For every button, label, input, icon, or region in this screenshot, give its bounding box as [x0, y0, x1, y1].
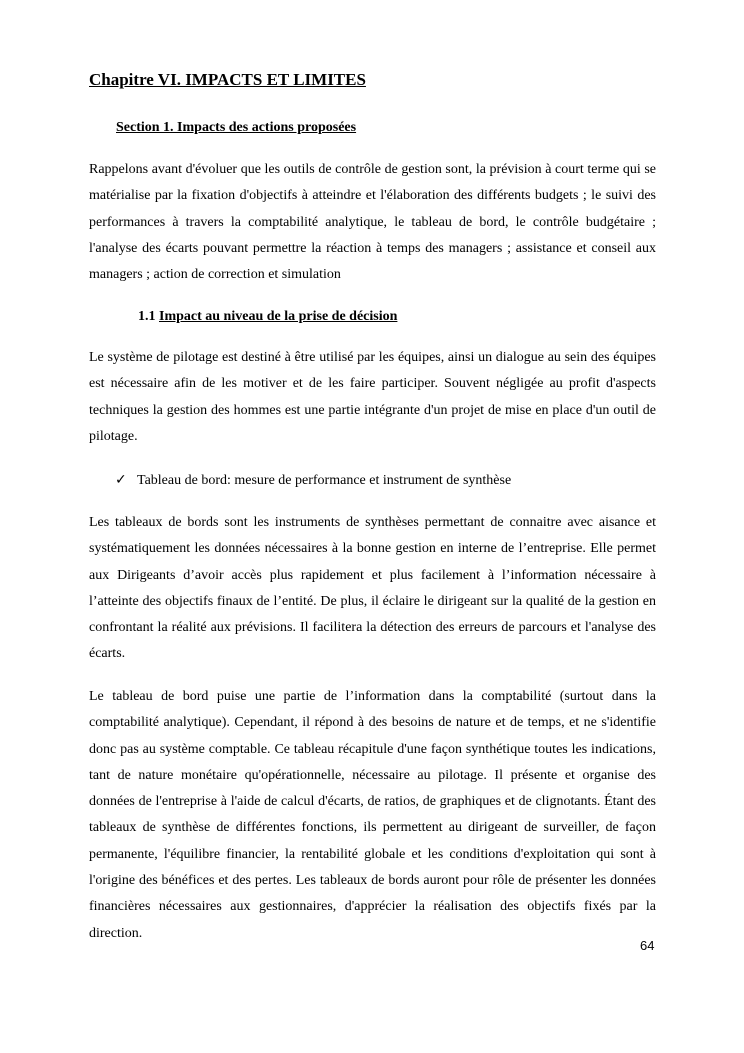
bullet-text: Tableau de bord: mesure de performance et instrument de synthèse: [137, 473, 512, 488]
paragraph-pilotage: Le système de pilotage est destiné à être utilisé par les équipes, ainsi un dialogue au sein des équipes est nécessaire afin de les motiver et de les faire participer. Souvent négligée au profit d'aspects techniques la gestion des hommes est une partie intégrante d'un projet de mise en place d'un outil de pilotage.: [89, 350, 656, 444]
subsection-title: Impact au niveau de la prise de décision: [159, 309, 398, 324]
subsection-heading: [138, 309, 397, 325]
section-heading: Section 1. Impacts des actions proposées: [116, 120, 357, 135]
paragraph-tableaux-de-bord: Les tableaux de bords sont les instruments de synthèses permettant de connaitre avec aisance et systématiquement les données nécessaires à la bonne gestion en interne de l’entreprise. Elle permet aux Dirigeants d’avoir accès plus rapidement et plus facilement à l’information nécessaire à l’atteinte des objectifs finaux de l’entité. De plus, il éclaire le dirigeant sur la qualité de la gestion en confrontant la réalité aux prévisions. Il facilitera la détection des erreurs de parcours et l'analyse des écarts.: [89, 515, 656, 662]
subsection-number: 1.1: [138, 309, 156, 324]
chapter-title: Chapitre VI. IMPACTS ET LIMITES: [89, 70, 366, 89]
check-icon: ✓: [115, 472, 127, 488]
bullet-item: [115, 472, 511, 489]
page-number: 64: [640, 938, 655, 953]
paragraph-intro: Rappelons avant d'évoluer que les outils de contrôle de gestion sont, la prévision à court terme qui se matérialise par la fixation d'objectifs à atteindre et l'élaboration des différents budgets ; le suivi des performances à travers la comptabilité analytique, le tableau de bord, le contrôle budgétaire ; l'analyse des écarts pouvant permettre la réaction à temps des managers ; assistance et conseil aux managers ; action de correction et simulation: [89, 162, 656, 283]
paragraph-information: Le tableau de bord puise une partie de l’information dans la comptabilité (surtout dans la comptabilité analytique). Cependant, il répond à des besoins de nature et de temps, et ne s'identifie donc pas au système comptable. Ce tableau récapitule d'une façon synthétique toutes les indications, tant de nature monétaire qu'opérationnelle, nécessaire au pilotage. Il présente et organise des données de l'entreprise à l'aide de calcul d'écarts, de ratios, de graphiques et de clignotants. Étant des tableaux de synthèse de différentes fonctions, ils permettent au dirigeant de surveiller, de façon permanente, l'équilibre financier, la rentabilité globale et les conditions d'exploitation qui sont à l'origine des bénéfices et des pertes. Les tableaux de bords auront pour rôle de présenter les données financières nécessaires aux gestionnaires, d'apprécier la réalisation des objectifs fixés par la direction.: [89, 689, 656, 941]
